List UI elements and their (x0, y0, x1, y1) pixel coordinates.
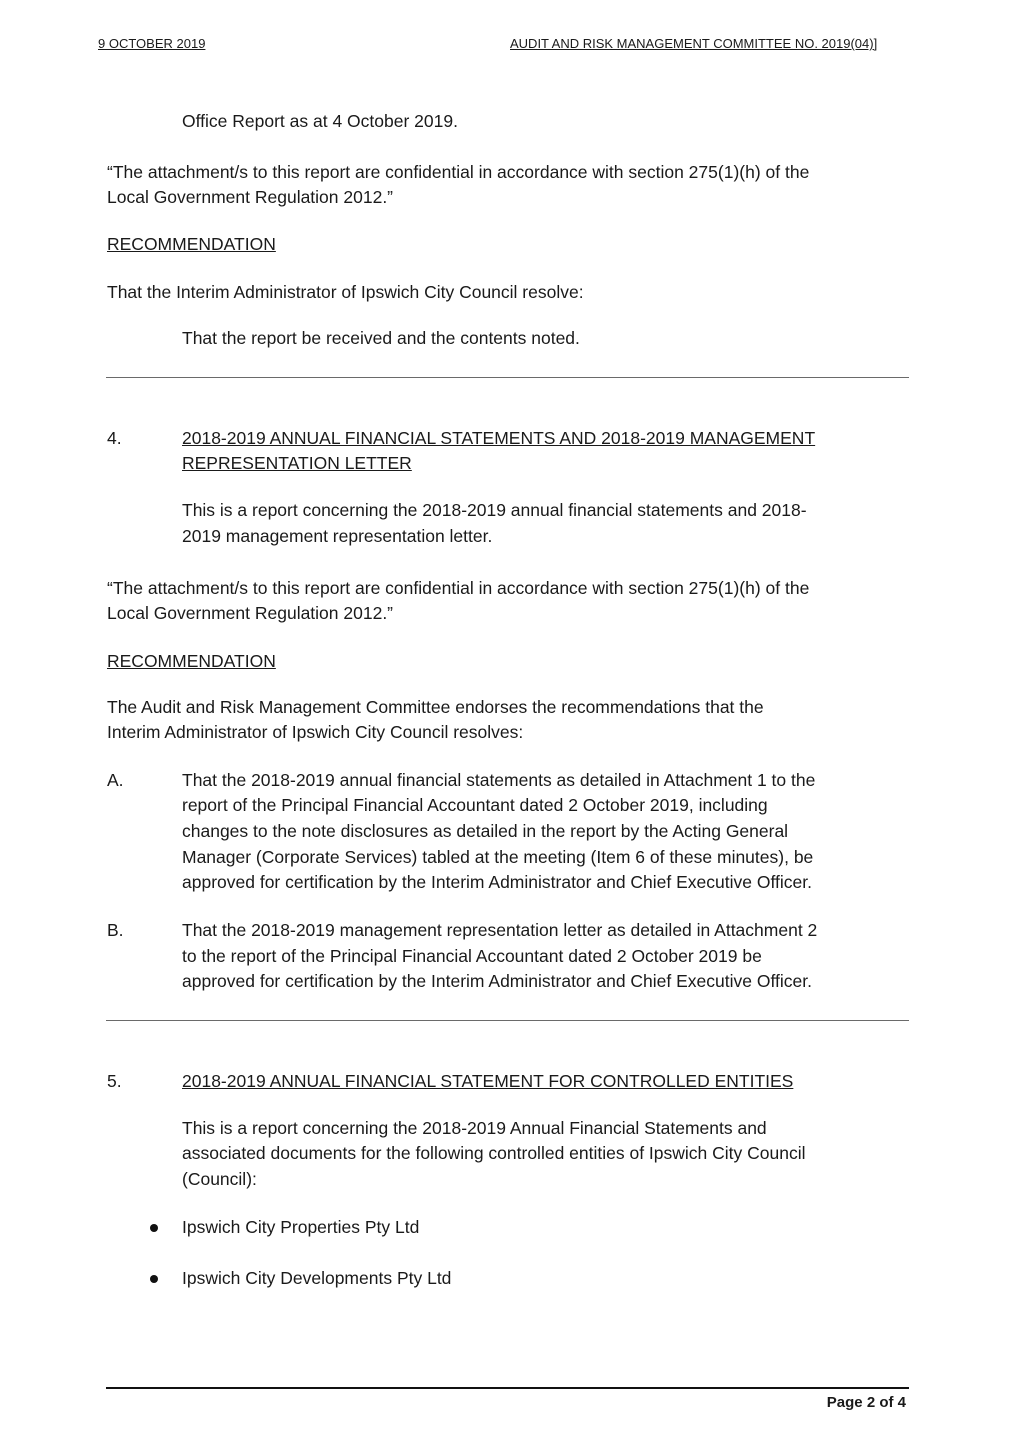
entity-list-item: Ipswich City Properties Pty Ltd (182, 1217, 420, 1237)
recommendation-label: B. (107, 920, 124, 940)
confidential-notice-line: Local Government Regulation 2012.” (107, 603, 394, 623)
confidential-notice-line: “The attachment/s to this report are confidential in accordance with section 275(1)(h) of the (107, 162, 810, 182)
footer-divider (106, 1387, 909, 1389)
bullet-icon (150, 1224, 158, 1232)
confidential-notice-line: Local Government Regulation 2012.” (107, 187, 394, 207)
entity-list-item: Ipswich City Developments Pty Ltd (182, 1268, 452, 1288)
item-title: REPRESENTATION LETTER (182, 453, 412, 473)
recommendation-text: That the report be received and the contents noted. (182, 328, 580, 348)
header-committee: AUDIT AND RISK MANAGEMENT COMMITTEE NO. 2019(04)] (510, 36, 878, 51)
recommendation-line: That the 2018-2019 management representation letter as detailed in Attachment 2 (182, 920, 818, 940)
item-summary-line: associated documents for the following controlled entities of Ipswich City Council (182, 1143, 806, 1163)
item-summary-line: 2019 management representation letter. (182, 526, 493, 546)
recommendation-line: to the report of the Principal Financial Accountant dated 2 October 2019 be (182, 946, 762, 966)
recommendation-intro-line: Interim Administrator of Ipswich City Council resolves: (107, 722, 524, 742)
item-number: 4. (107, 428, 122, 448)
item-title: 2018-2019 ANNUAL FINANCIAL STATEMENT FOR CONTROLLED ENTITIES (182, 1071, 794, 1091)
recommendation-line: Manager (Corporate Services) tabled at the meeting (Item 6 of these minutes), be (182, 847, 814, 867)
recommendation-heading: RECOMMENDATION (107, 651, 276, 671)
confidential-notice-line: “The attachment/s to this report are confidential in accordance with section 275(1)(h) of the (107, 578, 810, 598)
item-summary-line: (Council): (182, 1169, 257, 1189)
recommendation-line: report of the Principal Financial Accountant dated 2 October 2019, including (182, 795, 768, 815)
item-title: 2018-2019 ANNUAL FINANCIAL STATEMENTS AND 2018-2019 MANAGEMENT (182, 428, 816, 448)
item-summary-line: This is a report concerning the 2018-2019 Annual Financial Statements and (182, 1118, 767, 1138)
recommendation-line: That the 2018-2019 annual financial statements as detailed in Attachment 1 to the (182, 770, 816, 790)
recommendation-line: approved for certification by the Interim Administrator and Chief Executive Officer. (182, 971, 812, 991)
bullet-icon (150, 1275, 158, 1283)
section-divider (106, 1020, 909, 1021)
continuation-text: Office Report as at 4 October 2019. (182, 111, 458, 131)
recommendation-intro: That the Interim Administrator of Ipswich City Council resolve: (107, 282, 584, 302)
recommendation-line: changes to the note disclosures as detailed in the report by the Acting General (182, 821, 789, 841)
item-summary-line: This is a report concerning the 2018-2019 annual financial statements and 2018- (182, 500, 807, 520)
recommendation-intro-line: The Audit and Risk Management Committee endorses the recommendations that the (107, 697, 764, 717)
recommendation-line: approved for certification by the Interim Administrator and Chief Executive Officer. (182, 872, 812, 892)
header-date: 9 OCTOBER 2019 (98, 36, 206, 51)
section-divider (106, 377, 909, 378)
item-number: 5. (107, 1071, 122, 1091)
recommendation-heading: RECOMMENDATION (107, 234, 276, 254)
page-number: Page 2 of 4 (826, 1394, 906, 1411)
recommendation-label: A. (107, 770, 124, 790)
